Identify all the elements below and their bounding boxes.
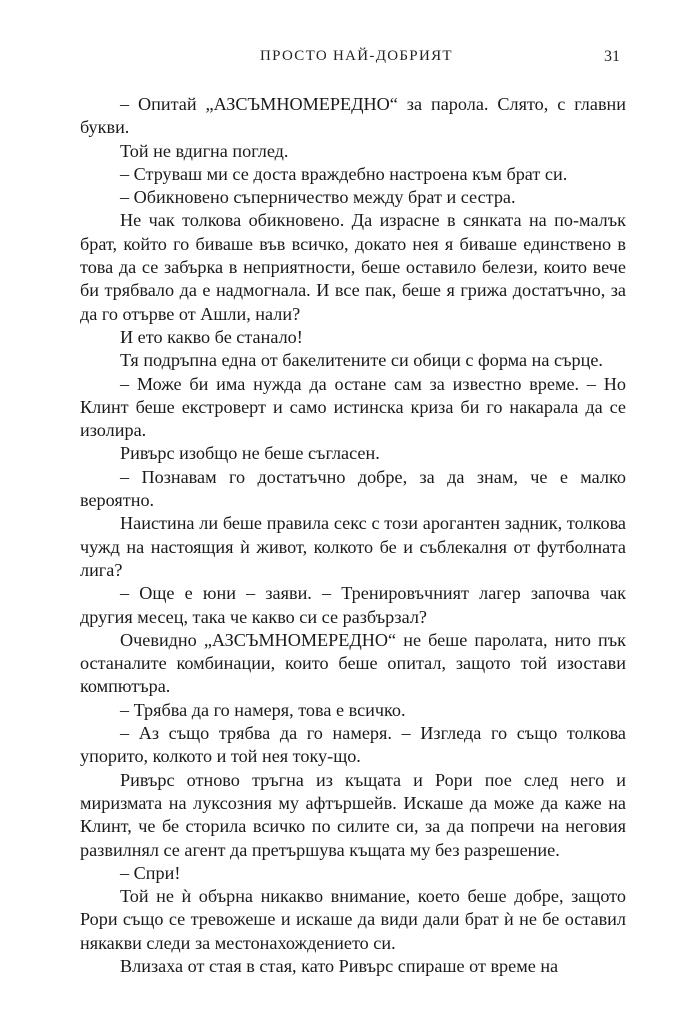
paragraph: – Трябва да го намеря, това е всичко. bbox=[120, 699, 406, 720]
paragraph: Той не вдигна поглед. bbox=[120, 140, 289, 161]
paragraph: Влизаха от стая в стая, като Ривърс спираше от време на bbox=[120, 955, 559, 976]
paragraph: Очевидно „АЗСЪМНОМЕРЕДНО“ не беше паролата, нито пък останалите комбинации, които беше опитал, защото той изостави компютъра. bbox=[80, 629, 626, 697]
paragraph: Той не ѝ обърна никакво внимание, което беше добре, защото Рори също се тревожеше и искаше да види дали брат ѝ не бе оставил някакви следи за местонахождението си. bbox=[80, 886, 626, 953]
paragraph: – Може би има нужда да остане сам за известно време. – Но Клинт беше екстроверт и само истинска криза би го накарала да се изолира. bbox=[80, 373, 626, 441]
paragraph: – Струваш ми се доста враждебно настроена към брат си. bbox=[120, 163, 568, 184]
running-header bbox=[80, 48, 620, 72]
page-number: 31 bbox=[604, 48, 620, 65]
body-text bbox=[80, 93, 626, 978]
paragraph: Тя подръпна една от бакелитените си обици с форма на сърце. bbox=[120, 350, 603, 371]
paragraph: – Аз също трябва да го намеря. – Изгледа го също толкова упорито, колкото и той нея току-що. bbox=[80, 723, 626, 767]
paragraph: – Обикновено съперничество между брат и сестра. bbox=[120, 187, 516, 208]
paragraph: И ето какво бе станало! bbox=[120, 326, 303, 347]
running-header-title: ПРОСТО НАЙ-ДОБРИЯТ bbox=[260, 48, 453, 64]
paragraph: Наистина ли беше правила секс с този арогантен задник, толкова чужд на настоящия ѝ живот, колкото бе и съблекалня от футболната лига? bbox=[80, 513, 626, 580]
paragraph: Ривърс отново тръгна из къщата и Рори пое след него и миризмата на луксозния му афтършейв. Искаше да може да каже на Клинт, че бе сторила всичко по силите си, за да попречи на неговия развилнял се агент да претършува къщата му без разрешение. bbox=[80, 769, 626, 860]
paragraph: – Спри! bbox=[120, 862, 181, 883]
paragraph: Не чак толкова обикновено. Да израсне в сянката на по-малък брат, който го биваше във всичко, докато нея я биваше единствено в това да се забърка в неприятности, беше оставило белези, които вече би трябвало да е надмогнала. И все пак, беше я грижа достатъчно, за да го отърве от Ашли, нали? bbox=[80, 210, 626, 324]
paragraph: – Познавам го достатъчно добре, за да знам, че е малко вероятно. bbox=[80, 466, 626, 511]
paragraph: Ривърс изобщо не беше съгласен. bbox=[120, 443, 380, 464]
paragraph: – Още е юни – заяви. – Тренировъчният лагер започва чак другия месец, така че какво си се разбързал? bbox=[80, 583, 626, 627]
paragraph: – Опитай „АЗСЪМНОМЕРЕДНО“ за парола. Слято, с главни букви. bbox=[80, 94, 626, 138]
